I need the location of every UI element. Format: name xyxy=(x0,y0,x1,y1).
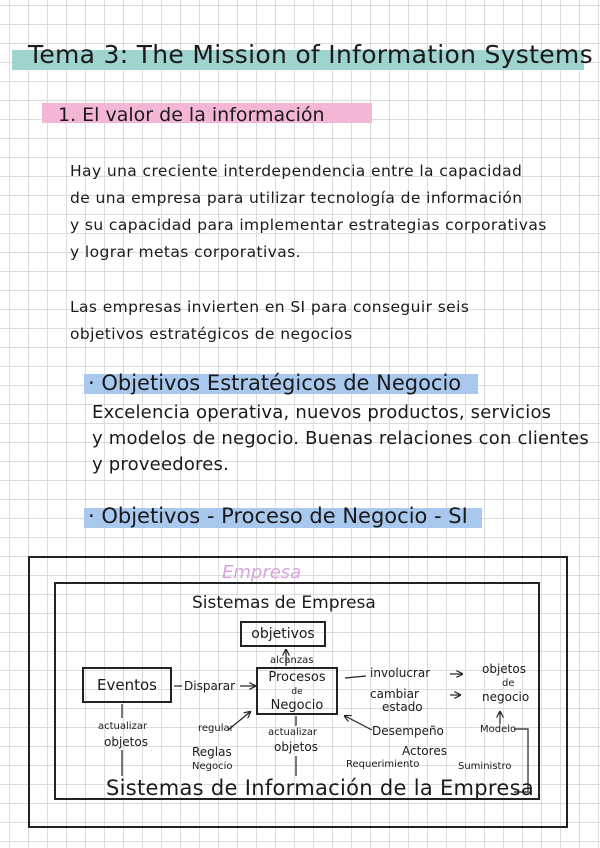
diagram-actualizar-mid: actualizar xyxy=(268,727,318,738)
diagram-disparar-label: Disparar xyxy=(184,679,236,693)
objetivos-line: y proveedores. xyxy=(92,454,230,475)
diagram-empresa-label: Empresa xyxy=(222,562,302,583)
diagram-involucrar-label: involucrar xyxy=(370,666,431,680)
objetivos-line: y modelos de negocio. Buenas relaciones con clientes xyxy=(92,428,590,449)
diagram-desempeno-label: Desempeño xyxy=(372,724,444,738)
paragraph-line: Hay una creciente interdependencia entre la capacidad xyxy=(70,162,523,180)
diagram-requerimiento-label: Requerimiento xyxy=(346,759,420,770)
diagram-objetos-label: objetos xyxy=(482,662,526,676)
page-title: Tema 3: The Mission of Information Systems xyxy=(28,40,593,69)
procesos-line: Negocio xyxy=(270,698,324,713)
paragraph-line: y lograr metas corporativas. xyxy=(70,243,301,261)
diagram-reglas-label: Reglas xyxy=(192,745,232,759)
diagram-actualizar-left: actualizar xyxy=(98,721,148,732)
diagram-sistemas-empresa: Sistemas de Empresa xyxy=(192,593,376,613)
subheading-objetivos-estrategicos: · Objetivos Estratégicos de Negocio xyxy=(88,371,462,395)
diagram-cambiar-label: estado xyxy=(382,700,423,714)
diagram-cambiar-label: cambiar xyxy=(370,687,419,701)
diagram-sistemas-informacion: Sistemas de Información de la Empresa xyxy=(106,776,535,800)
paragraph-line: objetivos estratégicos de negocios xyxy=(70,325,353,343)
subheading-objetivos-proceso: · Objetivos - Proceso de Negocio - SI xyxy=(88,504,468,528)
diagram-objetos-label: negocio xyxy=(482,690,530,704)
procesos-line: Procesos xyxy=(268,670,326,685)
diagram-objetos-label: de xyxy=(502,678,515,689)
diagram-alcanzas-label: alcanzas xyxy=(270,655,314,666)
diagram-reglas-label: Negocio xyxy=(192,761,233,772)
procesos-line: de xyxy=(291,687,303,697)
diagram-modelo-label: Modelo xyxy=(480,724,517,735)
diagram-eventos-box: Eventos xyxy=(82,667,172,703)
diagram-suministro-label: Suministro xyxy=(458,761,512,772)
diagram-objetivos-box: objetivos xyxy=(240,621,326,647)
paragraph-line: Las empresas invierten en SI para conseguir seis xyxy=(70,298,470,316)
paragraph-line: de una empresa para utilizar tecnología de información xyxy=(70,189,523,207)
paragraph-line: y su capacidad para implementar estrategias corporativas xyxy=(70,216,547,234)
objetivos-line: Excelencia operativa, nuevos productos, servicios xyxy=(92,402,552,423)
diagram-actualizar-mid: objetos xyxy=(274,740,318,754)
diagram-regular-label: regular xyxy=(198,723,234,734)
section-heading: 1. El valor de la información xyxy=(58,104,325,126)
diagram-actualizar-left: objetos xyxy=(104,735,148,749)
diagram-actores-label: Actores xyxy=(402,744,447,758)
